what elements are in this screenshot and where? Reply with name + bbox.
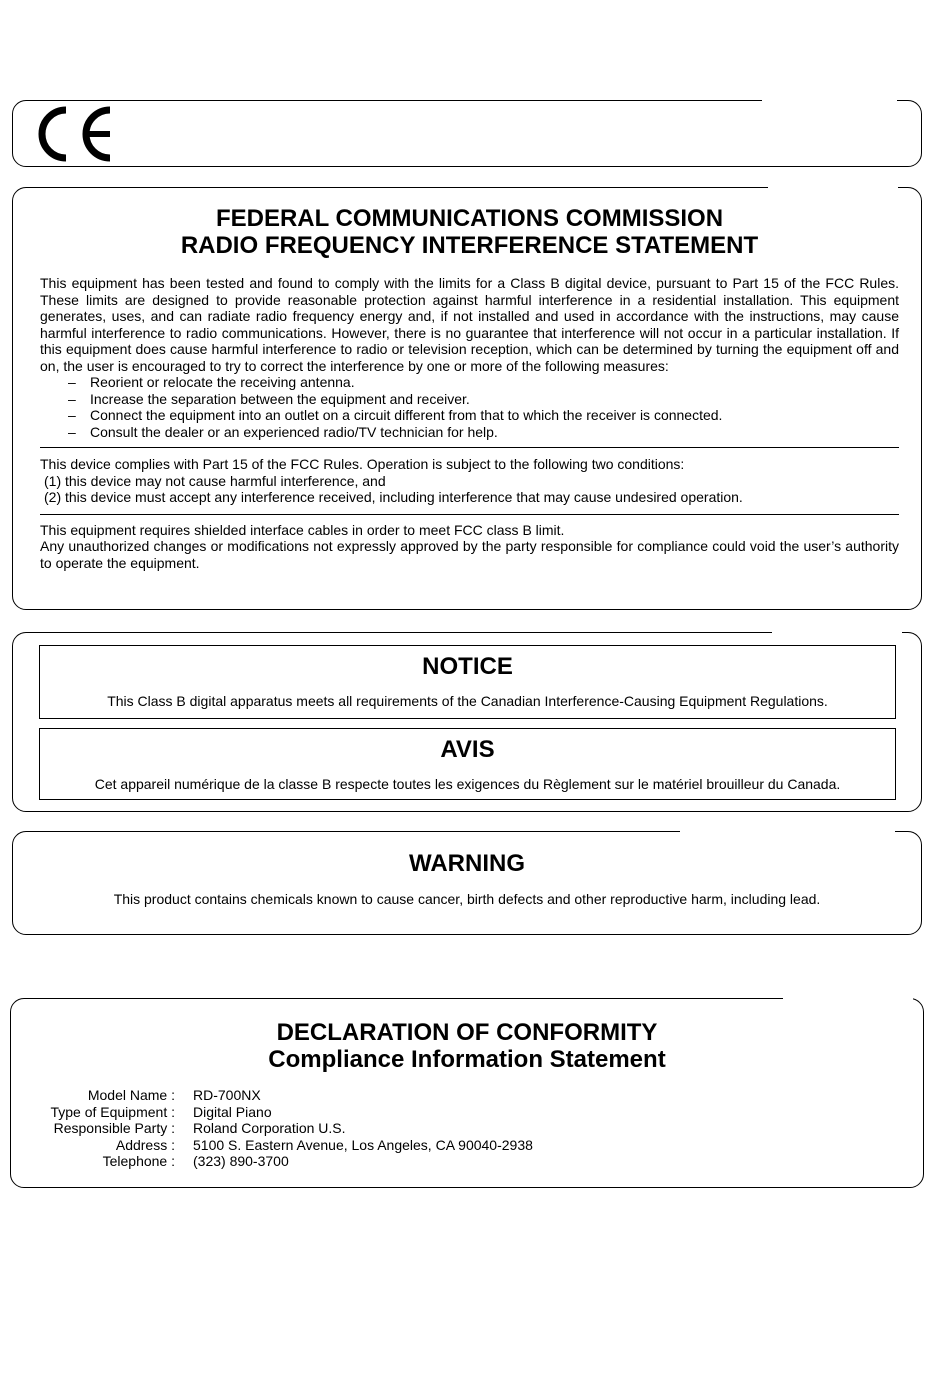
- avis-text: Cet appareil numérique de la classe B respecte toutes les exigences du Règlement sur le matériel brouilleur du Canada.: [94, 776, 841, 792]
- doc-info-table: [12, 1087, 533, 1170]
- doc-section: [10, 1019, 924, 1073]
- ce-box: [12, 100, 922, 167]
- list-item: – Increase the separation between the equipment and receiver.: [68, 390, 470, 407]
- fcc-title-line2: RADIO FREQUENCY INTERFERENCE STATEMENT: [180, 232, 759, 259]
- warning-text: This product contains chemicals known to cause cancer, birth defects and other reproductive harm, including lead.: [113, 891, 821, 907]
- fcc-condition-2: (2) this device must accept any interference received, including interference that may cause undesired operation.: [44, 489, 743, 505]
- table-row: Type of Equipment : Digital Piano: [50, 1103, 272, 1120]
- fcc-condition-1: (1) this device may not cause harmful interference, and: [44, 472, 386, 489]
- fcc-section: [40, 205, 899, 571]
- fcc-compliance-intro: This device complies with Part 15 of the FCC Rules. Operation is subject to the following two conditions:: [40, 456, 685, 472]
- list-item: – Reorient or relocate the receiving antenna.: [68, 374, 355, 390]
- fcc-paragraph: This equipment has been tested and found to comply with the limits for a Class B digital device, pursuant to Part 15 of the FCC Rules. These limits are designed to provide reasonable protection against harmful interference in a residential installation. This equipment generates, uses, and can radiate radio frequency energy and, if not installed and used in accordance with the instructions, may cause harmful interference to radio communications. However, there is no guarantee that interference will not occur in a particular installation. If this equipment does cause harmful interference to radio or television reception, which can be determined by turning the equipment off and on, the user is encouraged to try to correct the interference by one or more of the following measures:: [40, 275, 899, 374]
- fcc-box-gap: [768, 184, 898, 190]
- list-item: – Connect the equipment into an outlet on a circuit different from that to which the receiver is connected.: [68, 407, 723, 423]
- notice-text: This Class B digital apparatus meets all requirements of the Canadian Interference-Causing Equipment Regulations.: [107, 693, 828, 709]
- warning-title: WARNING: [409, 850, 525, 877]
- notice-box: [39, 645, 896, 719]
- notice-title: NOTICE: [422, 653, 513, 680]
- canada-box-gap: [772, 629, 902, 635]
- warning-box-gap: [680, 828, 895, 834]
- table-row: Telephone : (323) 890-3700: [102, 1153, 289, 1169]
- divider: [40, 514, 899, 515]
- doc-title-line1: DECLARATION OF CONFORMITY: [276, 1019, 658, 1046]
- doc-title-line2: Compliance Information Statement: [268, 1046, 666, 1073]
- ce-box-gap: [762, 97, 897, 103]
- doc-box-gap: [783, 995, 913, 1001]
- table-row: Model Name : RD-700NX: [87, 1087, 261, 1103]
- avis-box: [39, 728, 896, 800]
- ce-mark: [36, 104, 116, 169]
- fcc-changes: Any unauthorized changes or modifications not expressly approved by the party responsible for compliance could void the user’s authority to operate the equipment.: [40, 538, 899, 571]
- avis-title: AVIS: [440, 736, 495, 763]
- fcc-measures: [40, 374, 899, 440]
- list-item: – Consult the dealer or an experienced radio/TV technician for help.: [68, 423, 498, 440]
- table-row: Address : 5100 S. Eastern Avenue, Los Angeles, CA 90040-2938: [115, 1136, 533, 1153]
- table-row: Responsible Party : Roland Corporation U.S.: [53, 1120, 346, 1136]
- ce-mark-icon: [36, 104, 116, 164]
- warning-box: [12, 831, 922, 935]
- divider: [40, 447, 899, 448]
- fcc-cables: This equipment requires shielded interface cables in order to meet FCC class B limit.: [40, 521, 565, 538]
- fcc-title-line1: FEDERAL COMMUNICATIONS COMMISSION: [215, 205, 724, 232]
